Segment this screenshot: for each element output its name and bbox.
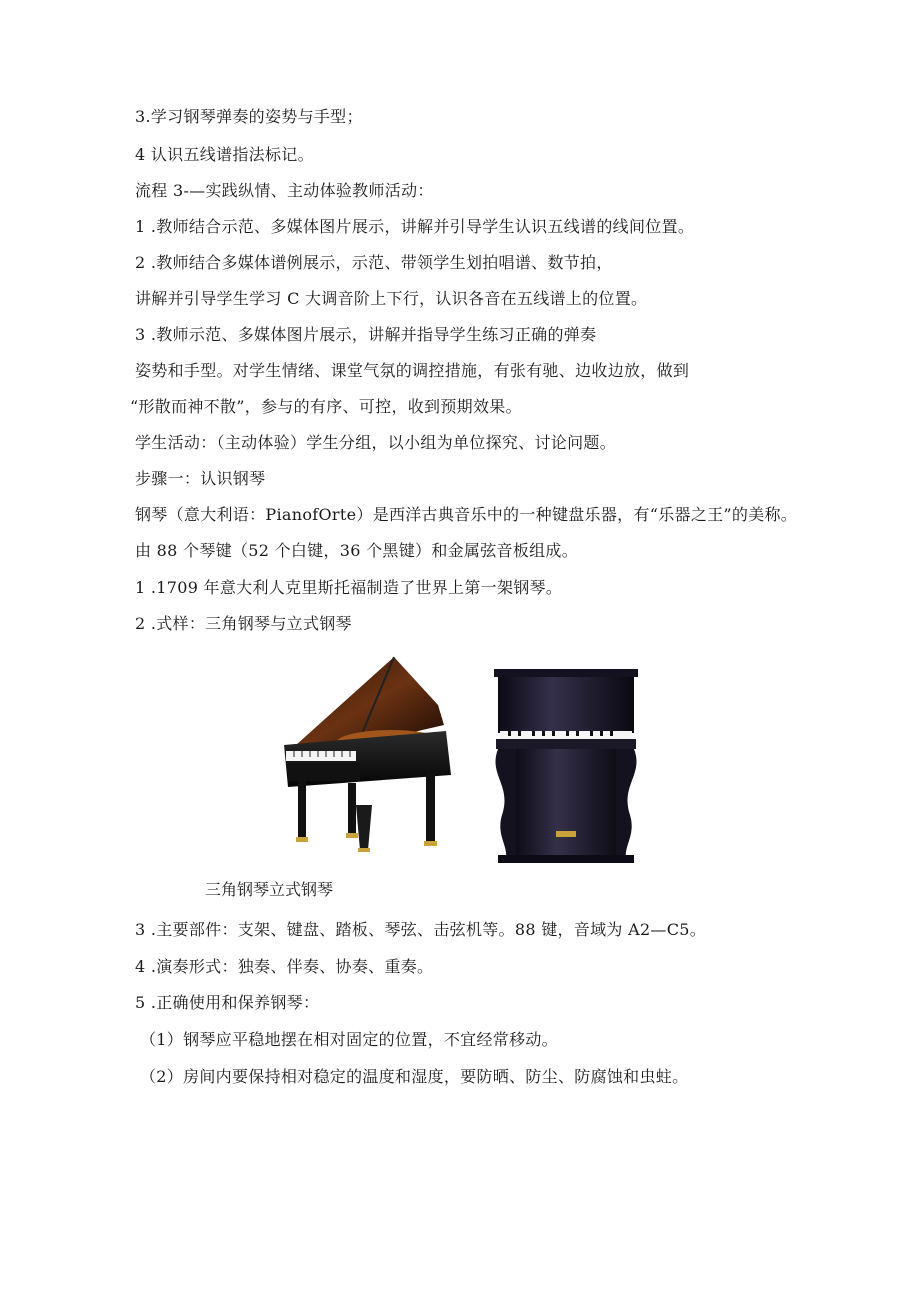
- text-line: 3 .教师示范、多媒体图片展示，讲解并指导学生练习正确的弹奏: [135, 325, 597, 344]
- text-line: 1 .教师结合示范、多媒体图片展示，讲解并引导学生认识五线谱的线间位置。: [135, 217, 695, 236]
- text-line: 2 .教师结合多媒体谱例展示，示范、带领学生划拍唱谱、数节拍，: [135, 253, 613, 272]
- text-line: 3.学习钢琴弹奏的姿势与手型；: [135, 107, 363, 126]
- text-line: 姿势和手型。对学生情绪、课堂气氛的调控措施，有张有驰、边收边放，做到: [135, 361, 690, 380]
- piano-figure: [276, 655, 646, 877]
- text-line: 1 .1709 年意大利人克里斯托福制造了世界上第一架钢琴。: [135, 578, 563, 597]
- piano-intro-paragraph: 钢琴（意大利语：PianofOrte）是西洋古典音乐中的一种键盘乐器，有“乐器之王”的美称。由 88 个琴键（52 个白键，36 个黑键）和金属弦音板组成。: [135, 505, 798, 560]
- upright-piano-image: [494, 669, 638, 863]
- text-line: 5 .正确使用和保养钢琴：: [135, 993, 320, 1012]
- figure-caption: 三角钢琴立式钢琴: [205, 880, 334, 899]
- text-line: 学生活动：（主动体验）学生分组，以小组为单位探究、讨论问题。: [135, 433, 617, 452]
- text-line: 4 认识五线谱指法标记。: [135, 145, 314, 164]
- text-line: 讲解并引导学生学习 C 大调音阶上下行，认识各音在五线谱上的位置。: [135, 289, 648, 308]
- text-line: 2 .式样：三角钢琴与立式钢琴: [135, 614, 352, 633]
- grand-piano-image: [284, 657, 451, 852]
- text-line: 4 .演奏形式：独奏、伴奏、协奏、重奏。: [135, 957, 434, 976]
- text-line: 3 .主要部件：支架、键盘、踏板、琴弦、击弦机等。88 键，音域为 A2—C5。: [135, 920, 707, 939]
- text-line: （1）钢琴应平稳地摆在相对固定的位置，不宜经常移动。: [140, 1030, 558, 1049]
- text-line: “形散而神不散”，参与的有序、可控，收到预期效果。: [130, 397, 522, 416]
- text-line: 流程 3-—实践纵情、主动体验教师活动：: [135, 181, 434, 200]
- section-heading: 步骤一：认识钢琴: [135, 469, 266, 488]
- text-line: （2）房间内要保持相对稳定的温度和湿度，要防晒、防尘、防腐蚀和虫蛀。: [140, 1067, 689, 1086]
